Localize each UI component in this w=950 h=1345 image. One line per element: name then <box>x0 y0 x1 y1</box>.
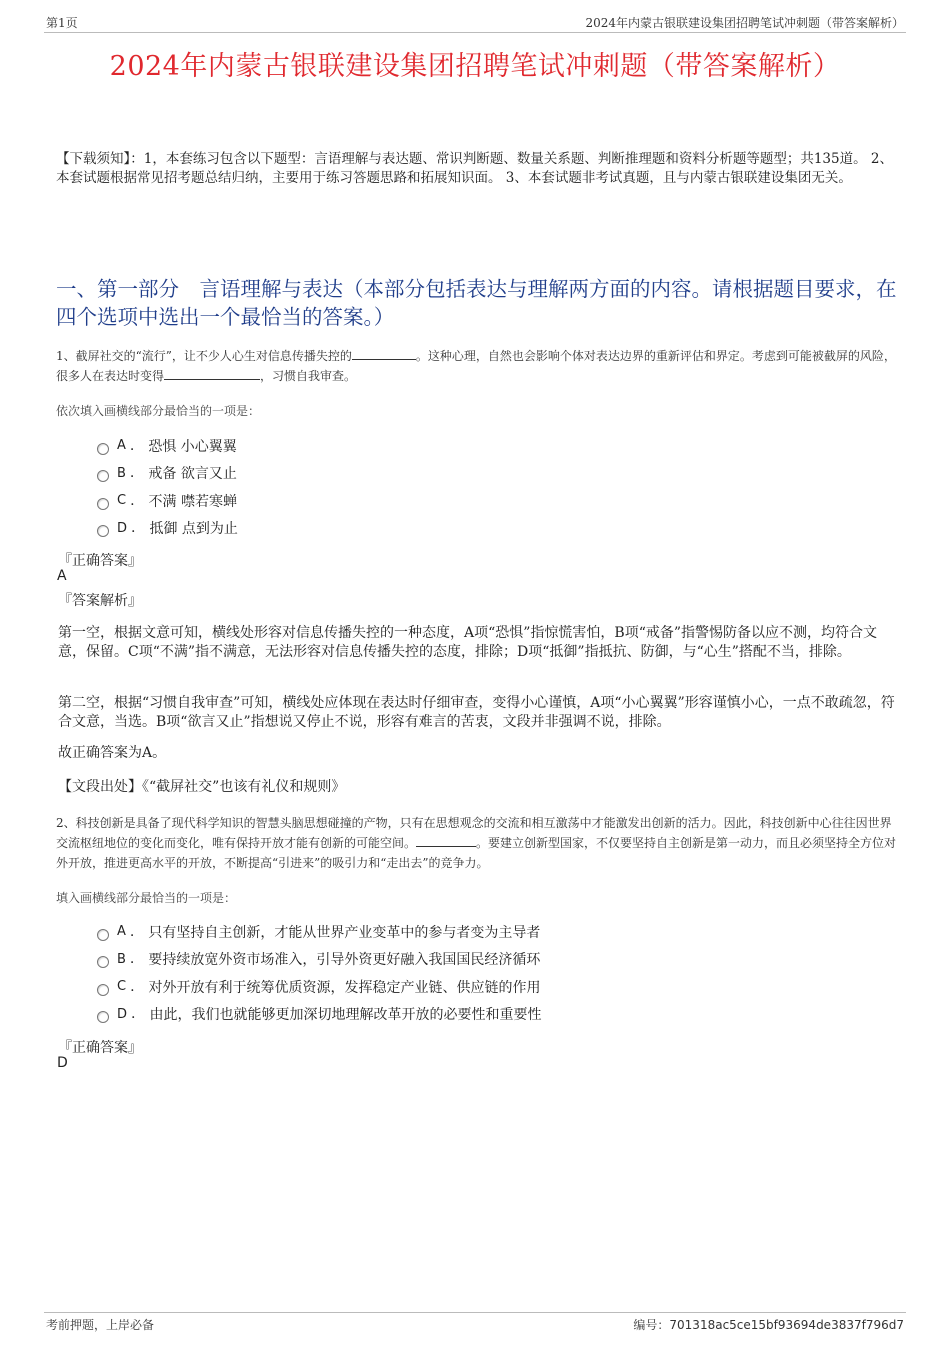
correct-answer-label: 『正确答案』 <box>58 553 142 569</box>
analysis-paragraph-2: 第二空，根据“习惯自我审查”可知，横线处应体现在表达时仔细审查，变得小心谨慎，A项“小心翼翼”形容谨慎小心，一点不敢疏忽，符合文意，当选。B项“欲言又止”指想说又停止不说，形容有难言的苦衷，文段并非强调不说，排除。 <box>58 695 895 730</box>
question-1-prompt: 依次填入画横线部分最恰当的一项是： <box>56 404 261 418</box>
correct-answer-label: 『正确答案』 <box>58 1040 142 1056</box>
correct-answer: D <box>57 1055 68 1071</box>
option-d[interactable]: D . 由此，我们也就能够更加深切地理解改革开放的必要性和重要性 <box>97 1001 541 1029</box>
document-code: 编号：701318ac5ce15bf93694de3837f796d7 <box>633 1318 904 1332</box>
blank-3 <box>416 834 476 847</box>
correct-answer: A <box>57 568 67 584</box>
radio-icon[interactable] <box>97 1011 109 1023</box>
question-1-options <box>97 432 238 542</box>
page-number: 第1页 <box>46 16 78 30</box>
download-notice: 【下载须知】：1，本套练习包含以下题型：言语理解与表达题、常识判断题、数量关系题、判断推理题和资料分析题等题型；共135道。 2、本套试题根据常见招考题总结归纳，主要用于练习答题思路和拓展知识面。 3、本套试题非考试真题，且与内蒙古银联建设集团无关。 <box>56 151 893 186</box>
page-header <box>44 12 906 33</box>
option-a[interactable]: A . 恐惧 小心翼翼 <box>97 432 238 460</box>
radio-icon[interactable] <box>97 443 109 455</box>
radio-icon[interactable] <box>97 470 109 482</box>
option-b[interactable]: B . 要持续放宽外资市场准入，引导外资更好融入我国国民经济循环 <box>97 946 541 974</box>
option-b[interactable]: B . 戒备 欲言又止 <box>97 460 238 488</box>
radio-icon[interactable] <box>97 525 109 537</box>
source-citation: 【文段出处】《“截屏社交”也该有礼仪和规则》 <box>58 779 346 795</box>
option-c[interactable]: C . 对外开放有利于统筹优质资源，发挥稳定产业链、供应链的作用 <box>97 973 541 1001</box>
analysis-paragraph-1: 第一空，根据文意可知，横线处形容对信息传播失控的一种态度，A项“恐惧”指惊慌害怕，B项“戒备”指警惕防备以应不测，均符合文意，保留。C项“不满”指不满意，无法形容对信息传播失控的态度，排除；D项“抵御”指抵抗、防御，与“心生”搭配不当，排除。 <box>58 625 878 660</box>
option-a[interactable]: A . 只有坚持自主创新，才能从世界产业变革中的参与者变为主导者 <box>97 918 541 946</box>
option-c[interactable]: C . 不满 噤若寒蝉 <box>97 487 238 515</box>
footer-slogan: 考前押题，上岸必备 <box>46 1318 155 1332</box>
option-d[interactable]: D . 抵御 点到为止 <box>97 515 238 543</box>
radio-icon[interactable] <box>97 929 109 941</box>
document-title: 2024年内蒙古银联建设集团招聘笔试冲刺题（带答案解析） <box>109 51 841 82</box>
blank-2 <box>164 367 260 380</box>
question-2-prompt: 填入画横线部分最恰当的一项是： <box>56 891 237 905</box>
analysis-conclusion: 故正确答案为A。 <box>58 745 167 761</box>
section-title: 一、第一部分 言语理解与表达（本部分包括表达与理解两方面的内容。请根据题目要求，在四个选项中选出一个最恰当的答案。） <box>56 277 897 329</box>
page-footer <box>44 1312 906 1333</box>
question-1-text: 1、截屏社交的“流行”，让不少人心生对信息传播失控的 。这种心理，自然也会影响个体对表达边界的重新评估和界定。考虑到可能被截屏的风险，很多人在表达时变得 ，习惯自我审查。 <box>56 349 896 383</box>
question-2-options <box>97 918 541 1028</box>
radio-icon[interactable] <box>97 956 109 968</box>
radio-icon[interactable] <box>97 498 109 510</box>
radio-icon[interactable] <box>97 984 109 996</box>
question-2-text: 2、科技创新是具备了现代科学知识的智慧头脑思想碰撞的产物，只有在思想观念的交流和相互激荡中才能激发出创新的活力。因此，科技创新中心往往因世界交流枢纽地位的变化而变化，唯有保持开放才能有创新的可能空间。 。要建立创新型国家，不仅要坚持自主创新是第一动力，而且必须坚持全方位对外开放，推进更高水平的开放，不断提高“引进来”的吸引力和“走出去”的竞争力。 <box>56 816 897 870</box>
blank-1 <box>352 347 416 360</box>
analysis-label: 『答案解析』 <box>58 593 142 609</box>
header-doc-title: 2024年内蒙古银联建设集团招聘笔试冲刺题（带答案解析） <box>585 16 904 30</box>
